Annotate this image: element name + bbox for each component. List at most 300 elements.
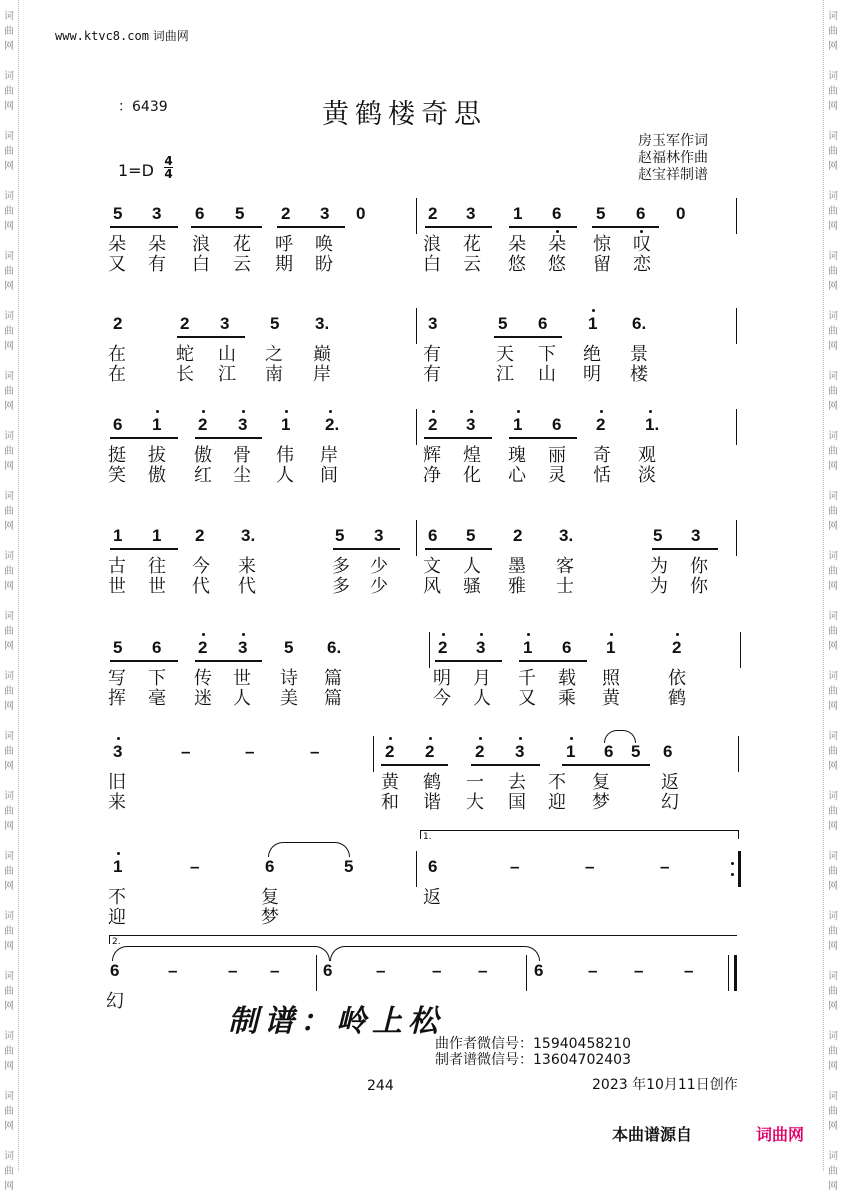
lyric-verse-2: 人 <box>276 465 294 486</box>
lyric-verse-1: 为 <box>650 556 668 577</box>
beam <box>333 548 400 550</box>
note: – <box>510 857 520 876</box>
watermark-glyph: 曲 <box>828 506 838 517</box>
watermark-glyph: 曲 <box>4 566 14 577</box>
high-octave-dot <box>202 410 205 413</box>
note: 1 <box>566 742 576 761</box>
barline <box>736 409 737 445</box>
lyric-verse-2: 多 <box>332 576 350 597</box>
watermark-glyph: 曲 <box>4 266 14 277</box>
lyric-verse-1: 依 <box>668 668 686 689</box>
lyric-verse-2: 明 <box>583 364 601 385</box>
note: 1 <box>523 638 533 657</box>
lyric-verse-2: 世 <box>148 576 166 597</box>
watermark-glyph: 曲 <box>828 926 838 937</box>
credits <box>638 133 708 184</box>
lyric-verse-1: 诗 <box>280 668 298 689</box>
lyric-verse-2: 白 <box>423 254 441 275</box>
lyric-verse-1: 之 <box>265 344 283 365</box>
note: 2. <box>325 415 340 434</box>
note: 3 <box>466 204 476 223</box>
lyric-verse-2: 化 <box>463 465 481 486</box>
beam <box>195 660 262 662</box>
watermark-glyph: 词 <box>4 731 14 742</box>
note: 3 <box>515 742 525 761</box>
watermark-glyph: 词 <box>828 1151 838 1162</box>
high-octave-dot <box>470 410 473 413</box>
lyric-verse-1: 返 <box>661 772 679 793</box>
lyric-verse-2: 净 <box>423 465 441 486</box>
lyric-verse-2: 毫 <box>148 688 166 709</box>
watermark-glyph: 网 <box>4 761 14 772</box>
lyric-verse-2: 黄 <box>602 688 620 709</box>
lyric-verse-1: 傲 <box>194 445 212 466</box>
note: 6 <box>152 638 162 657</box>
watermark-glyph: 词 <box>828 911 838 922</box>
note: 1 <box>152 526 162 545</box>
watermark-glyph: 词 <box>828 11 838 22</box>
transcriber-wechat: 制者谱微信号：13604702403 <box>435 1052 631 1068</box>
note: 5 <box>284 638 294 657</box>
note: 5 <box>113 638 123 657</box>
note: 6 <box>552 415 562 434</box>
lyric-verse-1: 不 <box>548 772 566 793</box>
lyric-verse-2: 江 <box>218 364 236 385</box>
lyric-verse-2: 又 <box>518 688 536 709</box>
note: – <box>245 742 255 761</box>
volta-2-label: 2. <box>112 937 121 947</box>
note: 3 <box>691 526 701 545</box>
watermark-glyph: 词 <box>828 371 838 382</box>
note: 0 <box>356 204 366 223</box>
watermark-glyph: 网 <box>4 1001 14 1012</box>
note: 6 <box>534 961 544 980</box>
site-name[interactable]: 词曲网 <box>152 29 189 43</box>
beam <box>519 660 587 662</box>
watermark-glyph: 网 <box>4 581 14 592</box>
lyric-verse-2: 恋 <box>633 254 651 275</box>
lyric-verse-1: 朵 <box>108 234 126 255</box>
watermark-glyph: 网 <box>828 701 838 712</box>
lyric-verse-1: 客 <box>556 556 574 577</box>
watermark-glyph: 曲 <box>828 446 838 457</box>
watermark-glyph: 词 <box>4 1031 14 1042</box>
lyric-verse-1: 来 <box>238 556 256 577</box>
lyric-verse-1: 人 <box>463 556 481 577</box>
note: 1 <box>113 857 123 876</box>
note: 2 <box>596 415 606 434</box>
watermark-glyph: 网 <box>828 281 838 292</box>
high-octave-dot <box>389 737 392 740</box>
lyric-verse-1: 篇 <box>324 668 342 689</box>
lyric-verse-1: 绝 <box>583 344 601 365</box>
watermark-glyph: 词 <box>828 251 838 262</box>
repeat-dot <box>731 873 734 876</box>
watermark-glyph: 网 <box>4 881 14 892</box>
watermark-glyph: 词 <box>4 551 14 562</box>
lyric-verse-1: 观 <box>638 445 656 466</box>
watermark-glyph: 词 <box>4 191 14 202</box>
score-id: ：6439 <box>118 99 168 115</box>
note: 6. <box>632 314 647 333</box>
note: 3 <box>238 638 248 657</box>
watermark-glyph: 网 <box>4 401 14 412</box>
lyric-verse-1: 少 <box>370 556 388 577</box>
watermark-glyph: 曲 <box>4 986 14 997</box>
watermark-glyph: 词 <box>4 1151 14 1162</box>
note: 3 <box>238 415 248 434</box>
watermark-glyph: 网 <box>4 1181 14 1192</box>
note: – <box>660 857 670 876</box>
lyric-verse-2: 美 <box>280 688 298 709</box>
final-barline-thin <box>728 955 729 991</box>
note: 6 <box>538 314 548 333</box>
watermark-glyph: 网 <box>828 1061 838 1072</box>
lyric-verse-1: 巅 <box>313 344 331 365</box>
site-url[interactable]: www.ktvc8.com <box>55 29 149 43</box>
watermark-glyph: 曲 <box>828 26 838 37</box>
note: 3 <box>466 415 476 434</box>
note: 2 <box>385 742 395 761</box>
note: 3. <box>315 314 330 333</box>
watermark-glyph: 网 <box>828 641 838 652</box>
lyric-verse-1: 山 <box>218 344 236 365</box>
lyric-verse-2: 迎 <box>108 907 126 928</box>
note: 1 <box>606 638 616 657</box>
watermark-glyph: 网 <box>828 461 838 472</box>
lyric-verse-2: 间 <box>320 465 338 486</box>
watermark-glyph: 网 <box>828 521 838 532</box>
lyric-verse-2: 迷 <box>194 688 212 709</box>
tie <box>268 842 350 857</box>
site-header[interactable] <box>55 27 189 44</box>
lyric-verse-1: 黄 <box>381 772 399 793</box>
lyric-verse-2: 雅 <box>508 576 526 597</box>
watermark-glyph: 网 <box>4 41 14 52</box>
lyric-verse-1: 返 <box>423 887 441 908</box>
lyric-verse-2: 人 <box>233 688 251 709</box>
note: – <box>270 961 280 980</box>
watermark-glyph: 词 <box>828 731 838 742</box>
creation-date: 2023 年10月11日创作 <box>592 1077 738 1093</box>
high-octave-dot <box>329 410 332 413</box>
watermark-glyph: 词 <box>4 371 14 382</box>
lyric-verse-1: 呼 <box>275 234 293 255</box>
watermark-glyph: 曲 <box>4 86 14 97</box>
beam <box>381 764 448 766</box>
watermark-glyph: 曲 <box>828 626 838 637</box>
watermark-glyph: 词 <box>4 911 14 922</box>
lyric-verse-1: 唤 <box>315 234 333 255</box>
watermark-glyph: 曲 <box>828 86 838 97</box>
lyric-verse-2: 少 <box>370 576 388 597</box>
low-octave-dot <box>640 230 643 233</box>
watermark-glyph: 网 <box>828 761 838 772</box>
note: 5 <box>235 204 245 223</box>
watermark-glyph: 词 <box>828 971 838 982</box>
watermark-glyph: 曲 <box>4 146 14 157</box>
left-margin-watermark <box>0 0 19 1192</box>
note: 2 <box>198 415 208 434</box>
lyric-verse-2: 代 <box>238 576 256 597</box>
lyric-verse-1: 天 <box>496 344 514 365</box>
note: – <box>478 961 488 980</box>
lyric-verse-2: 岸 <box>313 364 331 385</box>
lyric-verse-2: 悠 <box>548 254 566 275</box>
lyric-verse-1: 朵 <box>548 234 566 255</box>
watermark-glyph: 网 <box>4 941 14 952</box>
note: 3. <box>241 526 256 545</box>
lyric-verse-1: 挺 <box>108 445 126 466</box>
watermark-glyph: 曲 <box>4 206 14 217</box>
final-barline <box>734 955 737 991</box>
beam <box>110 437 178 439</box>
lyric-verse-1: 鹤 <box>423 772 441 793</box>
note: 6 <box>636 204 646 223</box>
beam <box>177 336 245 338</box>
watermark-glyph: 曲 <box>4 326 14 337</box>
watermark-glyph: 网 <box>828 581 838 592</box>
lyric-verse-1: 惊 <box>593 234 611 255</box>
note: 2 <box>113 314 123 333</box>
composer-wechat: 曲作者微信号：15940458210 <box>435 1036 631 1052</box>
note: 0 <box>676 204 686 223</box>
high-octave-dot <box>429 737 432 740</box>
watermark-glyph: 网 <box>828 1001 838 1012</box>
lyric-verse-2: 楼 <box>630 364 648 385</box>
volta-1-label: 1. <box>423 832 432 842</box>
watermark-glyph: 曲 <box>828 146 838 157</box>
note: 2 <box>180 314 190 333</box>
lyric-verse-2: 鹤 <box>668 688 686 709</box>
beam <box>509 226 577 228</box>
lyric-verse-2: 心 <box>508 465 526 486</box>
watermark-glyph: 曲 <box>4 1046 14 1057</box>
watermark-glyph: 词 <box>828 1091 838 1102</box>
high-octave-dot <box>432 410 435 413</box>
watermark-glyph: 曲 <box>828 1046 838 1057</box>
watermark-glyph: 网 <box>4 1121 14 1132</box>
watermark-glyph: 曲 <box>828 1106 838 1117</box>
lyric-verse-2: 傲 <box>148 465 166 486</box>
high-octave-dot <box>479 737 482 740</box>
lyric-verse-1: 载 <box>558 668 576 689</box>
lyric-verse-1: 幻 <box>106 991 124 1012</box>
barline <box>373 736 374 772</box>
note: – <box>634 961 644 980</box>
watermark-glyph: 网 <box>4 461 14 472</box>
note: – <box>588 961 598 980</box>
tie <box>330 946 540 961</box>
lyric-verse-1: 下 <box>538 344 556 365</box>
watermark-glyph: 词 <box>4 71 14 82</box>
note: 2 <box>281 204 291 223</box>
lyric-verse-1: 有 <box>423 344 441 365</box>
watermark-glyph: 曲 <box>828 806 838 817</box>
note: 5 <box>270 314 280 333</box>
watermark-glyph: 词 <box>4 311 14 322</box>
barline <box>736 198 737 234</box>
low-octave-dot <box>556 230 559 233</box>
lyric-verse-2: 江 <box>496 364 514 385</box>
lyric-verse-1: 古 <box>108 556 126 577</box>
watermark-glyph: 词 <box>828 491 838 502</box>
lyric-verse-1: 朵 <box>508 234 526 255</box>
note: 3 <box>152 204 162 223</box>
composer-credit: 赵福林作曲 <box>638 150 708 166</box>
lyric-verse-1: 写 <box>108 668 126 689</box>
lyric-verse-2: 云 <box>233 254 251 275</box>
high-octave-dot <box>117 737 120 740</box>
watermark-glyph: 曲 <box>828 686 838 697</box>
watermark-glyph: 曲 <box>4 446 14 457</box>
high-octave-dot <box>285 410 288 413</box>
lyric-verse-2: 梦 <box>592 792 610 813</box>
watermark-glyph: 词 <box>828 191 838 202</box>
watermark-glyph: 词 <box>4 971 14 982</box>
lyric-verse-2: 风 <box>423 576 441 597</box>
lyric-verse-1: 朵 <box>148 234 166 255</box>
watermark-glyph: 网 <box>4 641 14 652</box>
lyric-verse-1: 一 <box>466 772 484 793</box>
note: – <box>585 857 595 876</box>
high-octave-dot <box>649 410 652 413</box>
high-octave-dot <box>570 737 573 740</box>
repeat-barline <box>738 851 741 887</box>
lyric-verse-1: 丽 <box>548 445 566 466</box>
barline <box>416 308 417 344</box>
lyric-verse-2: 谐 <box>423 792 441 813</box>
lyric-verse-2: 迎 <box>548 792 566 813</box>
lyric-verse-1: 花 <box>233 234 251 255</box>
lyric-verse-1: 骨 <box>233 445 251 466</box>
watermark-glyph: 曲 <box>4 866 14 877</box>
lyric-verse-1: 文 <box>423 556 441 577</box>
beam <box>562 764 650 766</box>
note: 2 <box>425 742 435 761</box>
lyric-verse-1: 瑰 <box>508 445 526 466</box>
volta-1-bracket <box>420 830 739 839</box>
lyric-verse-2: 挥 <box>108 688 126 709</box>
time-signature-top: 4 <box>164 154 173 168</box>
lyric-verse-2: 笑 <box>108 465 126 486</box>
watermark-glyph: 词 <box>828 311 838 322</box>
watermark-glyph: 网 <box>4 821 14 832</box>
page-number: 244 <box>367 1078 394 1094</box>
lyric-verse-1: 千 <box>518 668 536 689</box>
watermark-glyph: 词 <box>828 611 838 622</box>
watermark-glyph: 曲 <box>4 386 14 397</box>
note: 5 <box>631 742 641 761</box>
barline <box>736 308 737 344</box>
lyric-verse-2: 又 <box>108 254 126 275</box>
lyric-verse-2: 骚 <box>463 576 481 597</box>
high-octave-dot <box>442 633 445 636</box>
watermark-glyph: 曲 <box>4 746 14 757</box>
lyric-verse-1: 旧 <box>108 772 126 793</box>
note: 5 <box>113 204 123 223</box>
note: 3 <box>476 638 486 657</box>
note: – <box>684 961 694 980</box>
lyric-verse-1: 照 <box>602 668 620 689</box>
note: 6 <box>110 961 120 980</box>
lyric-verse-1: 在 <box>108 344 126 365</box>
beam <box>110 226 178 228</box>
lyric-verse-2: 淡 <box>638 465 656 486</box>
watermark-glyph: 词 <box>4 611 14 622</box>
high-octave-dot <box>517 410 520 413</box>
watermark-glyph: 词 <box>4 1091 14 1102</box>
note: 1 <box>513 204 523 223</box>
lyric-verse-2: 乘 <box>558 688 576 709</box>
lyric-verse-1: 拔 <box>148 445 166 466</box>
lyric-verse-2: 士 <box>556 576 574 597</box>
beam <box>509 437 577 439</box>
watermark-glyph: 词 <box>4 491 14 502</box>
watermark-glyph: 网 <box>4 1061 14 1072</box>
tie <box>604 730 636 743</box>
note: 6 <box>604 742 614 761</box>
watermark-glyph: 词 <box>828 791 838 802</box>
note: 1 <box>588 314 598 333</box>
watermark-glyph: 网 <box>828 821 838 832</box>
transcriber-credit: 赵宝祥制谱 <box>638 167 708 183</box>
note: 2 <box>428 204 438 223</box>
watermark-glyph: 曲 <box>828 1166 838 1177</box>
lyric-verse-2: 今 <box>433 688 451 709</box>
watermark-glyph: 网 <box>828 341 838 352</box>
barline <box>736 520 737 556</box>
watermark-glyph: 词 <box>828 851 838 862</box>
watermark-glyph: 网 <box>828 101 838 112</box>
watermark-glyph: 词 <box>4 671 14 682</box>
watermark-glyph: 词 <box>4 251 14 262</box>
watermark-glyph: 词 <box>4 431 14 442</box>
lyric-verse-2: 为 <box>650 576 668 597</box>
tie <box>112 946 330 961</box>
lyric-verse-2: 有 <box>423 364 441 385</box>
source-site-link[interactable]: 词曲网 <box>756 1125 805 1144</box>
high-octave-dot <box>242 633 245 636</box>
watermark-glyph: 网 <box>4 101 14 112</box>
lyric-verse-2: 红 <box>194 465 212 486</box>
barline <box>416 851 417 887</box>
note: 6 <box>552 204 562 223</box>
watermark-glyph: 网 <box>4 341 14 352</box>
lyric-verse-1: 往 <box>148 556 166 577</box>
watermark-glyph: 曲 <box>828 386 838 397</box>
high-octave-dot <box>519 737 522 740</box>
lyric-verse-1: 传 <box>194 668 212 689</box>
volta-2-bracket <box>109 935 737 944</box>
watermark-glyph: 曲 <box>4 1166 14 1177</box>
watermark-glyph: 词 <box>828 71 838 82</box>
watermark-glyph: 曲 <box>828 986 838 997</box>
note: 3. <box>559 526 574 545</box>
note: 2 <box>438 638 448 657</box>
note: – <box>228 961 238 980</box>
note: 6 <box>323 961 333 980</box>
lyric-verse-2: 和 <box>381 792 399 813</box>
beam <box>195 437 262 439</box>
watermark-glyph: 词 <box>828 131 838 142</box>
note: 2 <box>475 742 485 761</box>
lyric-verse-1: 今 <box>192 556 210 577</box>
lyric-verse-2: 灵 <box>548 465 566 486</box>
high-octave-dot <box>592 309 595 312</box>
watermark-glyph: 曲 <box>4 506 14 517</box>
watermark-glyph: 曲 <box>828 206 838 217</box>
